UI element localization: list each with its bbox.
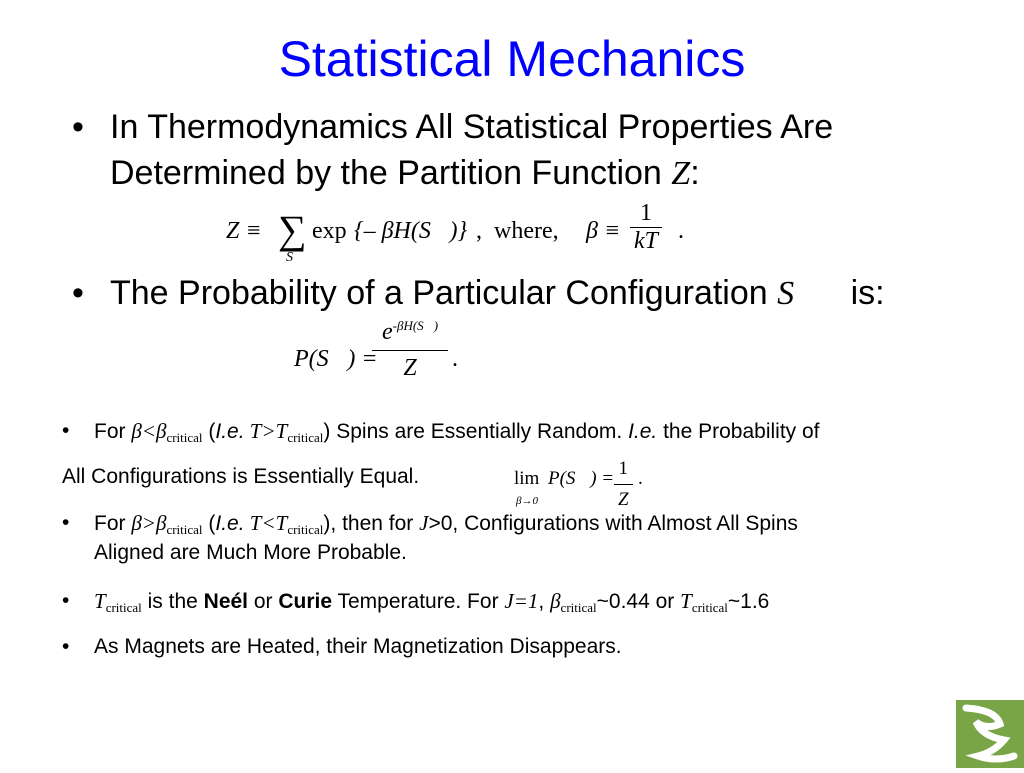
bullet1-line1: In Thermodynamics All Statistical Properties Are: [110, 108, 834, 146]
green-logo-icon: [956, 700, 1024, 768]
var-s-vector: S⃗: [777, 275, 821, 312]
var-z: Z: [671, 155, 691, 192]
curie-label: Curie: [278, 590, 333, 613]
limit-equation: lim β→0 P(S⃗) = $\frac{1}{Z}$ .: [514, 454, 714, 508]
sum-subscript: S⃗: [286, 250, 304, 265]
sum-symbol: ∑: [278, 207, 307, 252]
neel-label: Neél: [203, 590, 249, 613]
bullet-marker: •: [72, 108, 84, 146]
bullet1-line2: Determined by the Partition Function Z:: [110, 154, 700, 192]
slide-title: Statistical Mechanics: [278, 31, 746, 87]
bullet-marker: •: [72, 274, 84, 312]
